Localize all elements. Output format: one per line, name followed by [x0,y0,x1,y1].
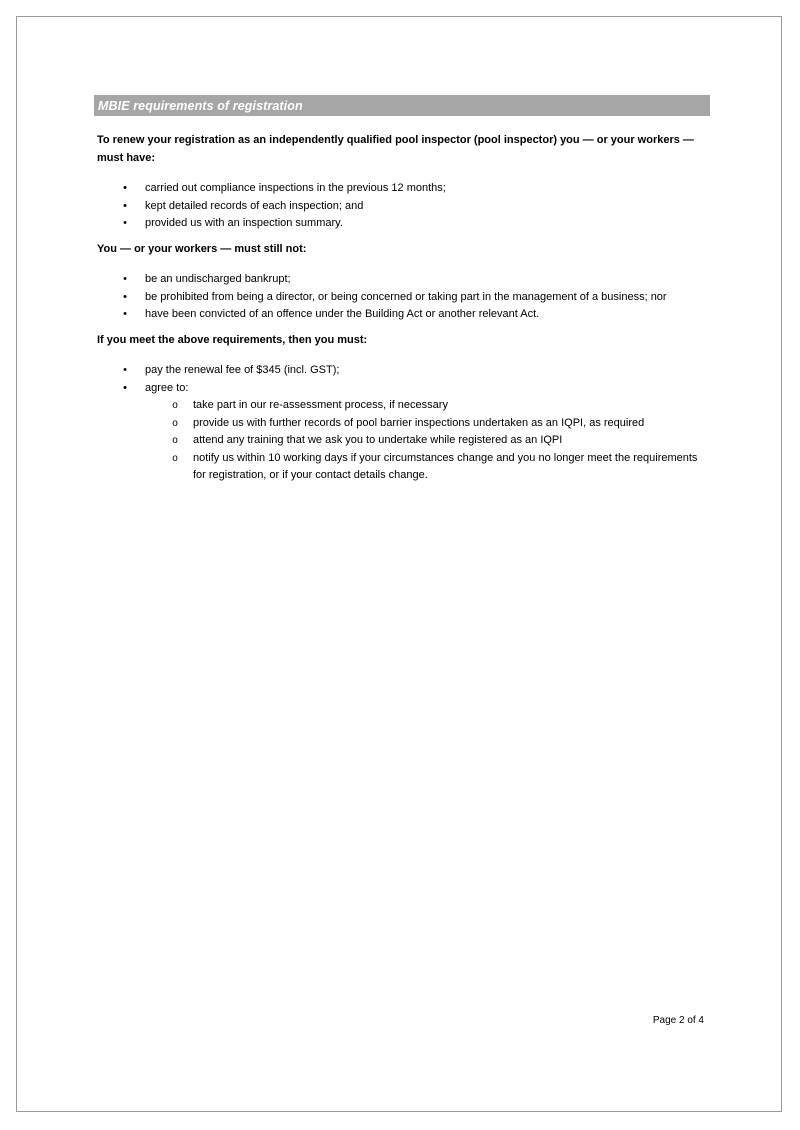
sub-bullet-icon: o [172,452,178,464]
sub-bullet-icon: o [172,400,178,411]
sub-list-item [97,432,709,450]
agree-to-list [145,397,709,485]
list-item-text: pay the renewal fee of $345 (incl. GST); [145,364,340,376]
must-heading: If you meet the above requirements, then you must: [97,333,368,346]
must-not-heading: You — or your workers — must still not: [97,242,307,255]
document-body [97,132,709,485]
list-item [97,380,709,485]
sub-list-item-text: notify us within 10 working days if your circumstances change and you no longer meet the requirements for registration, or if your contact details change. [193,451,698,481]
must-not-list [97,271,709,324]
sub-list-item-text: take part in our re-assessment process, if necessary [193,399,448,411]
list-item-text: provided us with an inspection summary. [145,217,343,229]
list-item [97,180,709,198]
bullet-icon: • [123,308,127,320]
spacer [97,324,709,332]
list-item [97,198,709,216]
renew-requirements-list [97,180,709,233]
bullet-icon: • [123,199,127,212]
renew-intro: To renew your registration as an independently qualified pool inspector (pool inspector) you — or your workers — must have: [97,134,694,164]
sub-list-item [97,397,709,415]
sub-list-item [97,415,709,433]
sub-bullet-icon: o [172,435,178,446]
bullet-icon: • [123,273,127,285]
list-item-text: agree to: [145,381,189,394]
spacer [97,233,709,241]
list-item [97,306,709,324]
section-header [94,95,710,116]
list-item [97,362,709,380]
must-list [97,362,709,485]
list-item-text: carried out compliance inspections in the previous 12 months; [145,182,446,194]
bullet-icon: • [123,290,127,303]
page-number: Page 2 of 4 [652,1015,704,1026]
list-item [97,271,709,289]
sub-list-item-text: provide us with further records of pool barrier inspections undertaken as an IQPI, as required [193,416,645,429]
spacer [97,349,709,362]
bullet-icon: • [123,217,127,229]
list-item-text: kept detailed records of each inspection; and [145,199,364,212]
spacer [97,258,709,271]
bullet-icon: • [123,182,127,194]
list-item [97,215,709,233]
sub-list-item [97,450,709,485]
list-item-text: be prohibited from being a director, or being concerned or taking part in the management of a business; nor [145,290,667,303]
bullet-icon: • [123,364,127,376]
list-item-text: be an undischarged bankrupt; [145,273,291,285]
bullet-icon: • [123,381,127,394]
list-item-text: have been convicted of an offence under the Building Act or another relevant Act. [145,308,540,320]
list-item [97,289,709,307]
sub-bullet-icon: o [172,417,178,429]
sub-list-item-text: attend any training that we ask you to undertake while registered as an IQPI [193,434,563,446]
section-title: MBIE requirements of registration [98,98,303,113]
